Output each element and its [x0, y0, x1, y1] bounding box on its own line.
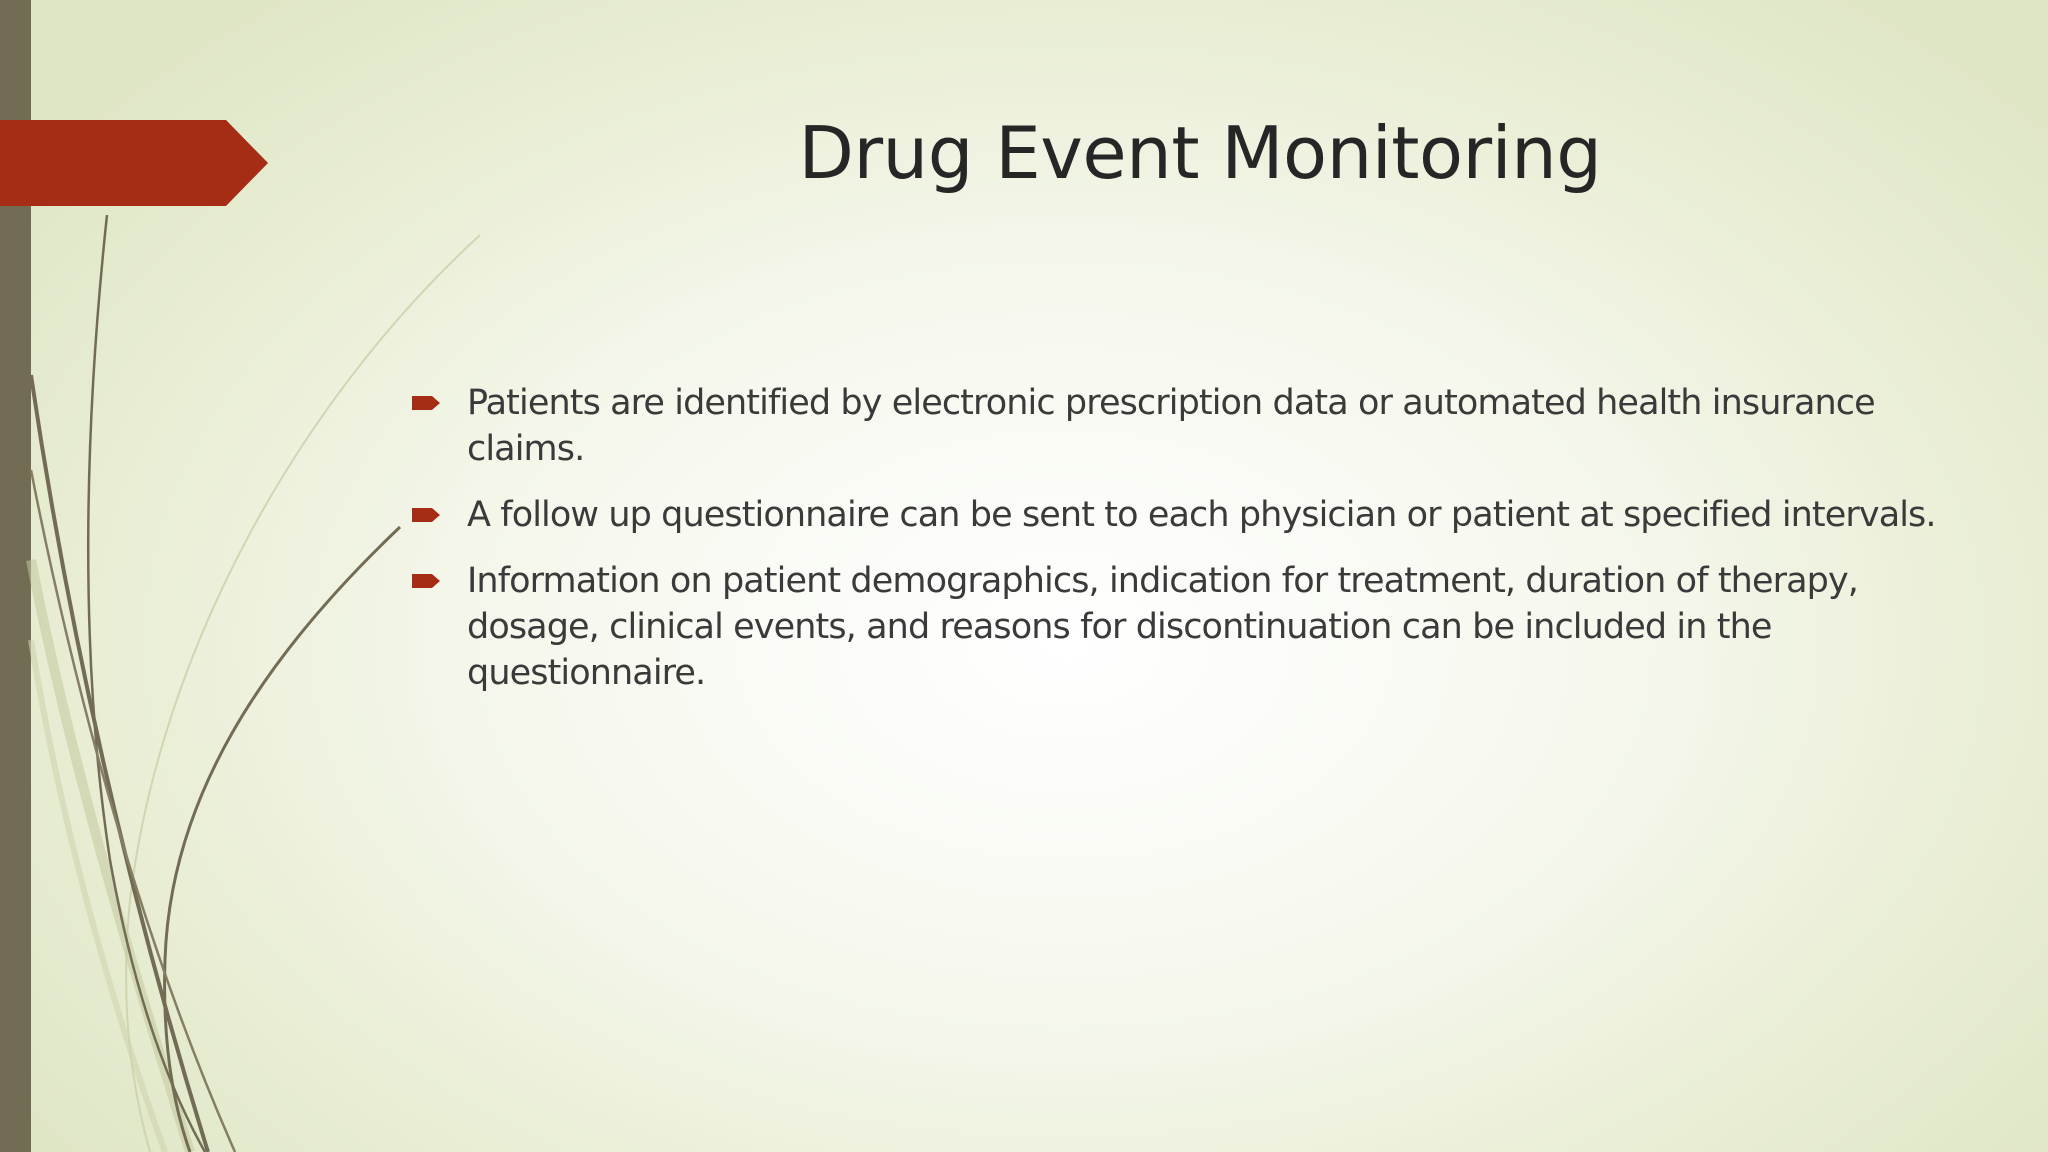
- deco-curve-dark-3: [165, 527, 400, 1152]
- deco-curve-dark-1: [88, 215, 205, 1152]
- bullet-item: [410, 492, 1970, 538]
- bullet-list: [410, 380, 1970, 716]
- pentagon-arrow-bullet-icon: [412, 506, 442, 524]
- bullet-text: Information on patient demographics, indication for treatment, duration of therapy, dosage, clinical events, and reasons for discontinuation can be included in the questionnaire.: [467, 561, 1858, 693]
- slide-title: Drug Event Monitoring: [798, 111, 1602, 195]
- pentagon-arrow-bullet-icon: [412, 572, 442, 590]
- pentagon-arrow-bullet-icon: [412, 394, 442, 412]
- deco-curve-faint-3: [31, 640, 165, 1152]
- bullet-item: [410, 380, 1970, 472]
- bullet-text: Patients are identified by electronic prescription data or automated health insurance claims.: [467, 383, 1875, 469]
- deco-curve-dark-2: [31, 375, 208, 1152]
- bullet-item: [410, 558, 1970, 696]
- arrow-banner-icon: [0, 120, 270, 206]
- bullet-text: A follow up questionnaire can be sent to each physician or patient at specified intervals.: [467, 495, 1936, 535]
